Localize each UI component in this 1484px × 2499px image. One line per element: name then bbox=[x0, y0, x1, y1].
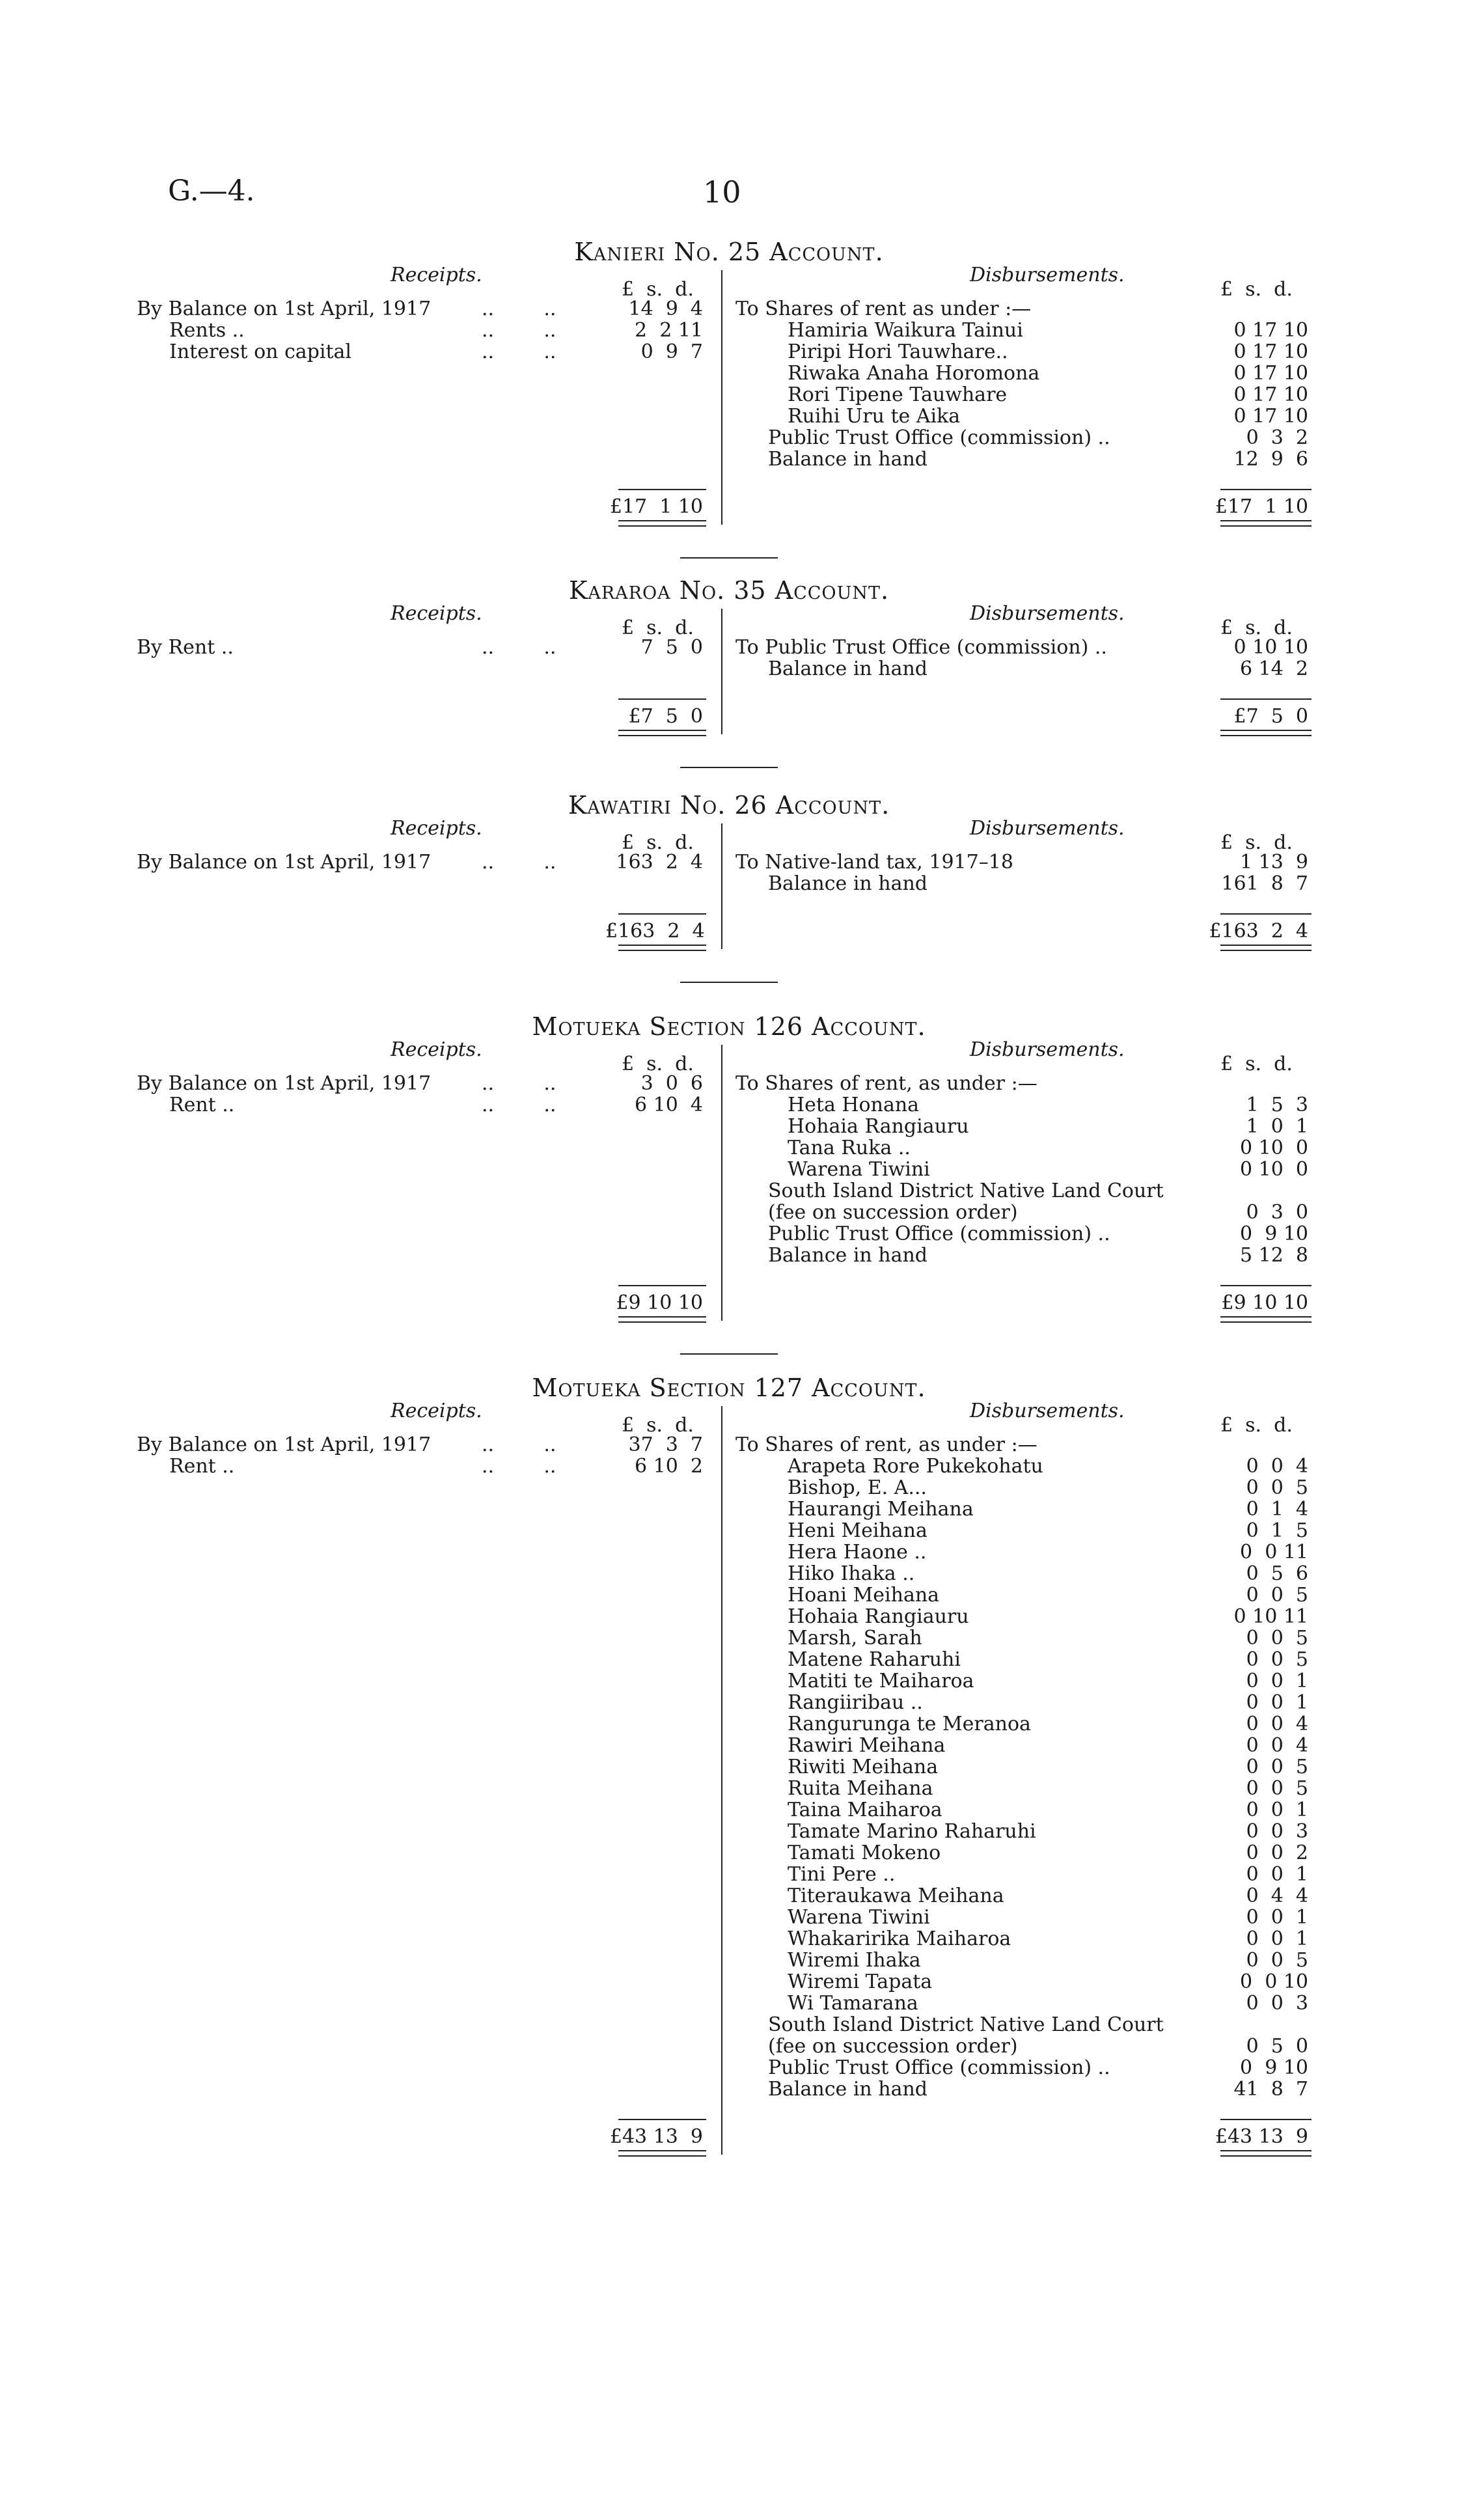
receipts-total-rule bbox=[618, 698, 706, 700]
disbursements-currency-heading: £ s. d. bbox=[1220, 1053, 1293, 1075]
disbursement-label: Hamiria Waikura Tainui bbox=[788, 319, 1023, 342]
disbursements-total-rule bbox=[1220, 489, 1312, 490]
disbursement-amount: 0 0 5 bbox=[1246, 1648, 1308, 1671]
disbursements-total-rule bbox=[1220, 1285, 1312, 1286]
disbursement-label: Bishop, E. A... bbox=[788, 1476, 927, 1499]
disbursement-amount: 0 0 4 bbox=[1246, 1455, 1308, 1478]
disbursement-amount: 0 4 4 bbox=[1246, 1885, 1308, 1907]
disbursements-currency-heading: £ s. d. bbox=[1220, 616, 1293, 639]
disbursement-label: (fee on succession order) bbox=[768, 2035, 1018, 2058]
disbursement-label: Whakaririka Maiharoa bbox=[788, 1927, 1011, 1950]
disbursement-amount: 0 5 0 bbox=[1246, 2035, 1308, 2058]
receipt-label: By Balance on 1st April, 1917 bbox=[137, 1433, 432, 1456]
disbursement-amount: 0 0 1 bbox=[1246, 1691, 1308, 1714]
disbursement-label: Rangiiribau .. bbox=[788, 1691, 923, 1714]
leader-dots: .. .. bbox=[482, 1433, 556, 1456]
disbursements-heading: Disbursements. bbox=[970, 602, 1125, 625]
disbursement-amount: 0 10 0 bbox=[1240, 1137, 1308, 1159]
leader-dots: .. .. bbox=[482, 297, 556, 320]
disbursement-amount: 0 0 5 bbox=[1246, 1777, 1308, 1800]
receipts-currency-heading: £ s. d. bbox=[622, 831, 694, 854]
receipt-label: By Rent .. bbox=[137, 636, 234, 659]
disbursement-amount: 0 0 1 bbox=[1246, 1906, 1308, 1929]
column-divider bbox=[721, 1406, 722, 2155]
disbursement-label: Balance in hand bbox=[768, 2078, 928, 2101]
disbursement-amount: 1 13 9 bbox=[1240, 851, 1308, 874]
account-separator bbox=[680, 557, 778, 559]
receipt-label: Rent .. bbox=[169, 1455, 235, 1478]
disbursement-amount: 0 10 10 bbox=[1233, 636, 1308, 659]
receipts-currency-heading: £ s. d. bbox=[622, 1414, 694, 1437]
disbursements-total: £17 1 10 bbox=[1215, 495, 1308, 518]
disbursement-label: To Shares of rent, as under :— bbox=[735, 1072, 1037, 1095]
disbursements-double-rule bbox=[1220, 1316, 1312, 1323]
disbursement-amount: 0 0 3 bbox=[1246, 1820, 1308, 1843]
receipts-total-rule bbox=[618, 1285, 706, 1286]
leader-dots: .. .. bbox=[482, 636, 556, 659]
disbursements-double-rule bbox=[1220, 520, 1312, 527]
disbursement-label: Tana Ruka .. bbox=[788, 1137, 911, 1159]
disbursement-amount: 0 9 10 bbox=[1240, 2056, 1308, 2079]
receipts-heading: Receipts. bbox=[391, 1400, 482, 1422]
disbursements-total: £9 10 10 bbox=[1221, 1291, 1308, 1314]
disbursement-amount: 0 0 1 bbox=[1246, 1863, 1308, 1886]
disbursement-label: Haurangi Meihana bbox=[788, 1498, 974, 1521]
disbursement-label: Warena Tiwini bbox=[788, 1906, 930, 1929]
account-title: Motueka Section 126 Account. bbox=[532, 1012, 926, 1041]
disbursement-label: Public Trust Office (commission) .. bbox=[768, 426, 1110, 449]
disbursement-amount: 0 10 0 bbox=[1240, 1158, 1308, 1181]
disbursement-amount: 0 0 5 bbox=[1246, 1756, 1308, 1778]
disbursement-label: Taina Maiharoa bbox=[788, 1799, 942, 1821]
disbursement-amount: 0 0 2 bbox=[1246, 1842, 1308, 1864]
disbursement-label: Ruita Meihana bbox=[788, 1777, 933, 1800]
disbursement-label: Public Trust Office (commission) .. bbox=[768, 1222, 1110, 1245]
receipts-total-rule bbox=[618, 913, 706, 915]
receipts-heading: Receipts. bbox=[391, 1038, 482, 1061]
account-title: Motueka Section 127 Account. bbox=[532, 1374, 926, 1402]
disbursement-amount: 5 12 8 bbox=[1240, 1244, 1308, 1267]
account-separator bbox=[680, 767, 778, 768]
receipt-amount: 7 5 0 bbox=[640, 636, 703, 659]
disbursement-amount: 0 17 10 bbox=[1233, 319, 1308, 342]
disbursement-amount: 6 14 2 bbox=[1240, 657, 1308, 680]
receipts-total: £7 5 0 bbox=[628, 705, 703, 728]
column-divider bbox=[721, 1045, 722, 1321]
disbursement-amount: 0 0 3 bbox=[1246, 1992, 1308, 2015]
disbursement-label: To Public Trust Office (commission) .. bbox=[735, 636, 1107, 659]
receipts-currency-heading: £ s. d. bbox=[622, 616, 694, 639]
disbursements-heading: Disbursements. bbox=[970, 1400, 1125, 1422]
receipt-label: Rent .. bbox=[169, 1094, 235, 1116]
disbursements-double-rule bbox=[1220, 2150, 1312, 2157]
disbursement-label: Titeraukawa Meihana bbox=[788, 1885, 1004, 1907]
disbursements-total: £43 13 9 bbox=[1215, 2125, 1308, 2148]
receipt-amount: 0 9 7 bbox=[640, 340, 703, 363]
receipts-total: £43 13 9 bbox=[609, 2125, 703, 2148]
receipt-amount: 6 10 4 bbox=[635, 1094, 703, 1116]
disbursement-amount: 0 17 10 bbox=[1233, 362, 1308, 385]
receipt-label: By Balance on 1st April, 1917 bbox=[137, 297, 432, 320]
disbursement-label: (fee on succession order) bbox=[768, 1201, 1018, 1224]
leader-dots: .. .. bbox=[482, 1455, 556, 1478]
disbursement-label: South Island District Native Land Court bbox=[768, 1180, 1164, 1202]
disbursement-label: Balance in hand bbox=[768, 657, 928, 680]
disbursement-amount: 0 0 5 bbox=[1246, 1584, 1308, 1607]
disbursement-label: Rori Tipene Tauwhare bbox=[788, 383, 1008, 406]
disbursement-amount: 0 0 4 bbox=[1246, 1734, 1308, 1757]
disbursement-amount: 0 0 5 bbox=[1246, 1949, 1308, 1972]
disbursements-total: £163 2 4 bbox=[1209, 920, 1308, 943]
receipts-double-rule bbox=[618, 520, 706, 527]
column-divider bbox=[721, 609, 722, 734]
disbursement-amount: 0 1 4 bbox=[1246, 1498, 1308, 1521]
disbursement-label: Hohaia Rangiauru bbox=[788, 1605, 969, 1628]
leader-dots: .. .. bbox=[482, 340, 556, 363]
column-divider bbox=[721, 823, 722, 949]
disbursements-currency-heading: £ s. d. bbox=[1220, 1414, 1293, 1437]
disbursement-amount: 0 0 1 bbox=[1246, 1927, 1308, 1950]
receipts-total-rule bbox=[618, 489, 706, 490]
disbursement-label: South Island District Native Land Court bbox=[768, 2013, 1164, 2036]
disbursement-label: Riwiti Meihana bbox=[788, 1756, 939, 1778]
disbursement-amount: 0 0 11 bbox=[1240, 1541, 1308, 1564]
receipt-amount: 3 0 6 bbox=[640, 1072, 703, 1095]
disbursement-label: Hoani Meihana bbox=[788, 1584, 940, 1607]
leader-dots: .. .. bbox=[482, 319, 556, 342]
receipt-label: Interest on capital bbox=[169, 340, 352, 363]
disbursement-label: To Shares of rent, as under :— bbox=[735, 1433, 1037, 1456]
disbursement-amount: 0 0 5 bbox=[1246, 1476, 1308, 1499]
disbursement-amount: 0 0 1 bbox=[1246, 1670, 1308, 1692]
disbursement-amount: 0 3 2 bbox=[1246, 426, 1308, 449]
receipts-double-rule bbox=[618, 1316, 706, 1323]
account-separator bbox=[680, 982, 778, 983]
leader-dots: .. .. bbox=[482, 1072, 556, 1095]
disbursement-label: Heni Meihana bbox=[788, 1519, 928, 1542]
disbursement-amount: 0 0 1 bbox=[1246, 1799, 1308, 1821]
account-title: Kararoa No. 35 Account. bbox=[568, 576, 890, 605]
leader-dots: .. .. bbox=[482, 1094, 556, 1116]
disbursement-label: Hera Haone .. bbox=[788, 1541, 927, 1564]
disbursement-label: Wiremi Tapata bbox=[788, 1970, 933, 1993]
receipts-heading: Receipts. bbox=[391, 602, 482, 625]
disbursement-label: Riwaka Anaha Horomona bbox=[788, 362, 1040, 385]
disbursement-amount: 0 0 10 bbox=[1240, 1970, 1308, 1993]
disbursements-total: £7 5 0 bbox=[1233, 705, 1308, 728]
receipt-amount: 37 3 7 bbox=[628, 1433, 703, 1456]
disbursement-label: Piripi Hori Tauwhare.. bbox=[788, 340, 1008, 363]
disbursements-total-rule bbox=[1220, 913, 1312, 915]
disbursement-label: Wiremi Ihaka bbox=[788, 1949, 921, 1972]
disbursement-amount: 0 10 11 bbox=[1233, 1605, 1308, 1628]
disbursement-label: Balance in hand bbox=[768, 1244, 928, 1267]
account-title: Kanieri No. 25 Account. bbox=[574, 238, 884, 266]
disbursement-label: Public Trust Office (commission) .. bbox=[768, 2056, 1110, 2079]
receipt-amount: 163 2 4 bbox=[616, 851, 703, 874]
disbursements-heading: Disbursements. bbox=[970, 264, 1125, 286]
disbursement-label: Tamate Marino Raharuhi bbox=[788, 1820, 1036, 1843]
receipts-total: £163 2 4 bbox=[605, 920, 705, 943]
receipts-double-rule bbox=[618, 730, 706, 736]
account-separator bbox=[680, 1353, 778, 1355]
disbursement-label: Rawiri Meihana bbox=[788, 1734, 946, 1757]
receipts-heading: Receipts. bbox=[391, 817, 482, 840]
disbursement-amount: 0 17 10 bbox=[1233, 340, 1308, 363]
disbursement-label: Hiko Ihaka .. bbox=[788, 1562, 915, 1585]
disbursements-currency-heading: £ s. d. bbox=[1220, 831, 1293, 854]
disbursement-label: Rangurunga te Meranoa bbox=[788, 1713, 1031, 1735]
disbursement-amount: 0 0 4 bbox=[1246, 1713, 1308, 1735]
receipt-label: By Balance on 1st April, 1917 bbox=[137, 851, 432, 874]
disbursements-double-rule bbox=[1220, 945, 1312, 951]
receipts-currency-heading: £ s. d. bbox=[622, 1053, 694, 1075]
receipt-amount: 2 2 11 bbox=[635, 319, 703, 342]
disbursements-heading: Disbursements. bbox=[970, 817, 1125, 840]
disbursement-label: Balance in hand bbox=[768, 872, 928, 895]
receipts-heading: Receipts. bbox=[391, 264, 482, 286]
disbursements-double-rule bbox=[1220, 730, 1312, 736]
disbursement-amount: 0 17 10 bbox=[1233, 405, 1308, 428]
receipt-label: By Balance on 1st April, 1917 bbox=[137, 1072, 432, 1095]
disbursement-label: Warena Tiwini bbox=[788, 1158, 930, 1181]
disbursement-amount: 12 9 6 bbox=[1233, 448, 1308, 471]
account-title: Kawatiri No. 26 Account. bbox=[568, 791, 890, 820]
disbursement-amount: 1 5 3 bbox=[1246, 1094, 1308, 1116]
receipts-total: £9 10 10 bbox=[616, 1291, 703, 1314]
document-reference: G.—4. bbox=[168, 174, 255, 208]
disbursement-label: Tini Pere .. bbox=[788, 1863, 896, 1886]
disbursement-amount: 0 17 10 bbox=[1233, 383, 1308, 406]
disbursement-amount: 0 9 10 bbox=[1240, 1222, 1308, 1245]
disbursements-total-rule bbox=[1220, 698, 1312, 700]
receipt-amount: 6 10 2 bbox=[635, 1455, 703, 1478]
disbursements-heading: Disbursements. bbox=[970, 1038, 1125, 1061]
receipts-double-rule bbox=[618, 945, 706, 951]
receipts-double-rule bbox=[618, 2150, 706, 2157]
leader-dots: .. .. bbox=[482, 851, 556, 874]
disbursement-label: Heta Honana bbox=[788, 1094, 920, 1116]
receipt-amount: 14 9 4 bbox=[628, 297, 703, 320]
receipts-currency-heading: £ s. d. bbox=[622, 278, 694, 301]
disbursement-label: Wi Tamarana bbox=[788, 1992, 918, 2015]
receipts-total-rule bbox=[618, 2119, 706, 2120]
receipt-label: Rents .. bbox=[169, 319, 245, 342]
disbursement-label: To Native-land tax, 1917–18 bbox=[735, 851, 1013, 874]
disbursement-label: Marsh, Sarah bbox=[788, 1627, 922, 1650]
disbursement-label: Balance in hand bbox=[768, 448, 928, 471]
disbursements-currency-heading: £ s. d. bbox=[1220, 278, 1293, 301]
disbursement-label: Arapeta Rore Pukekohatu bbox=[788, 1455, 1043, 1478]
disbursement-label: To Shares of rent as under :— bbox=[735, 297, 1032, 320]
disbursement-label: Matene Raharuhi bbox=[788, 1648, 961, 1671]
disbursement-label: Matiti te Maiharoa bbox=[788, 1670, 974, 1692]
receipts-total: £17 1 10 bbox=[609, 495, 703, 518]
page-number: 10 bbox=[703, 174, 741, 210]
disbursement-amount: 161 8 7 bbox=[1221, 872, 1308, 895]
disbursement-amount: 0 0 5 bbox=[1246, 1627, 1308, 1650]
column-divider bbox=[721, 270, 722, 525]
disbursement-label: Tamati Mokeno bbox=[788, 1842, 941, 1864]
disbursement-label: Hohaia Rangiauru bbox=[788, 1115, 969, 1138]
disbursement-label: Ruihi Uru te Aika bbox=[788, 405, 961, 428]
disbursement-amount: 0 1 5 bbox=[1246, 1519, 1308, 1542]
disbursement-amount: 0 3 0 bbox=[1246, 1201, 1308, 1224]
disbursements-total-rule bbox=[1220, 2119, 1312, 2120]
disbursement-amount: 1 0 1 bbox=[1246, 1115, 1308, 1138]
disbursement-amount: 0 5 6 bbox=[1246, 1562, 1308, 1585]
disbursement-amount: 41 8 7 bbox=[1233, 2078, 1308, 2101]
